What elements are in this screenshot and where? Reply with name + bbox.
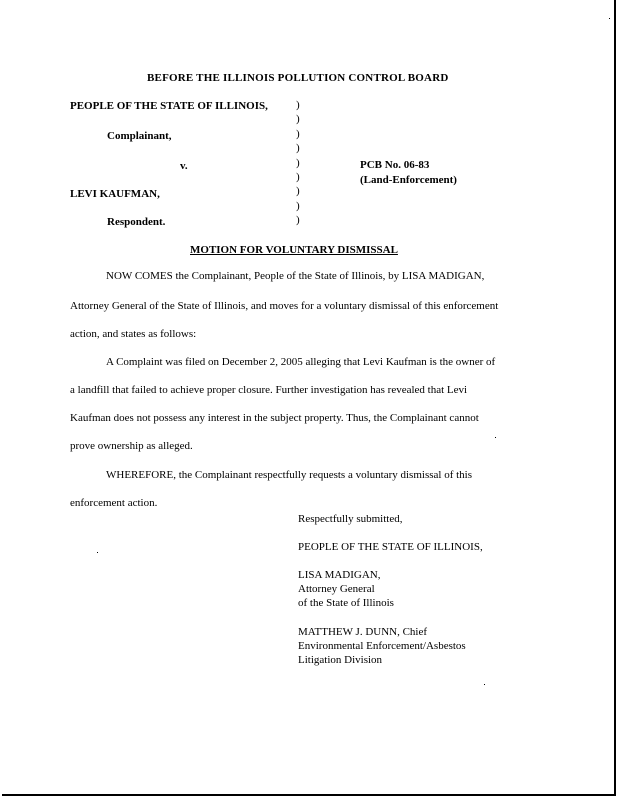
paren: ): [296, 199, 300, 212]
paren: ): [296, 170, 300, 183]
scan-speck: [495, 437, 496, 438]
scan-speck: [97, 552, 98, 553]
paragraph-line: action, and states as follows:: [70, 328, 197, 340]
defendant-name: LEVI KAUFMAN,: [70, 188, 160, 200]
plaintiff-name: PEOPLE OF THE STATE OF ILLINOIS,: [70, 100, 268, 112]
chief-title: Litigation Division: [298, 654, 383, 666]
paren: ): [296, 127, 300, 140]
paren: ): [296, 142, 300, 155]
paren: ): [296, 185, 300, 198]
chief-title: Environmental Enforcement/Asbestos: [298, 640, 466, 652]
case-type: (Land-Enforcement): [360, 174, 457, 186]
party-name: PEOPLE OF THE STATE OF ILLINOIS,: [298, 541, 483, 553]
motion-title: MOTION FOR VOLUNTARY DISMISSAL: [190, 244, 398, 256]
case-number: PCB No. 06-83: [360, 159, 430, 171]
defendant-role: Respondent.: [107, 216, 166, 228]
paragraph-line: enforcement action.: [70, 497, 158, 509]
paragraph-line: a landfill that failed to achieve proper closure. Further investigation has revealed that Levi: [70, 384, 468, 396]
paragraph-line: WHEREFORE, the Complainant respectfully requests a voluntary dismissal of this: [106, 469, 472, 481]
paragraph-line: prove ownership as alleged.: [70, 440, 193, 452]
court-heading: BEFORE THE ILLINOIS POLLUTION CONTROL BOARD: [147, 72, 449, 84]
scan-speck: [609, 18, 610, 19]
paren: ): [296, 214, 300, 227]
paren: ): [296, 99, 300, 111]
versus-label: v.: [180, 160, 188, 172]
chief-name: MATTHEW J. DUNN, Chief: [298, 626, 428, 638]
document-page: [2, 0, 616, 796]
paragraph-line: Kaufman does not possess any interest in the subject property. Thus, the Complainant cannot: [70, 412, 479, 424]
attorney-title: of the State of Illinois: [298, 597, 394, 609]
paren: ): [296, 113, 300, 126]
scan-speck: [484, 684, 485, 685]
paren: ): [296, 156, 300, 169]
paragraph-line: Attorney General of the State of Illinois, and moves for a voluntary dismissal of this enforcement: [70, 300, 499, 312]
closing-line: Respectfully submitted,: [298, 513, 403, 525]
paragraph-line: NOW COMES the Complainant, People of the State of Illinois, by LISA MADIGAN,: [106, 270, 485, 282]
caption-parens: [296, 98, 300, 228]
paragraph-line: A Complaint was filed on December 2, 2005 alleging that Levi Kaufman is the owner of: [106, 356, 496, 368]
attorney-name: LISA MADIGAN,: [298, 569, 381, 581]
plaintiff-role: Complainant,: [107, 130, 172, 142]
attorney-title: Attorney General: [298, 583, 375, 595]
